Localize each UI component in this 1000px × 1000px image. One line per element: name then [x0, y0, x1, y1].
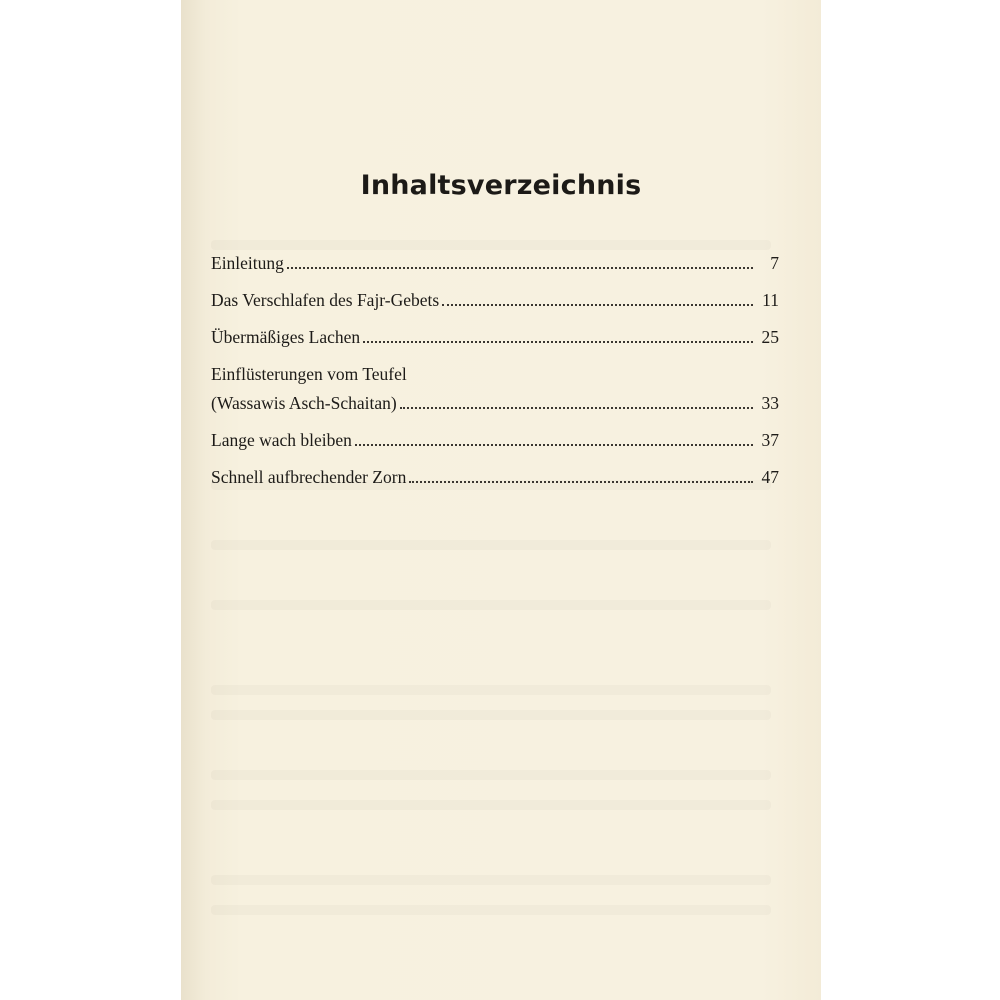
toc-page-number: 47: [761, 467, 779, 487]
toc-entry-line: [211, 392, 779, 414]
toc-entry: [211, 326, 779, 348]
toc-entry-label: Lange wach bleiben: [211, 430, 352, 450]
toc-entry: [211, 289, 779, 311]
toc-entry-line: [211, 326, 779, 348]
dot-leader: [400, 392, 753, 409]
toc-page-number: 25: [761, 327, 779, 347]
toc-entry: [211, 252, 779, 274]
toc-entry: [211, 466, 779, 488]
book-page: [181, 0, 821, 1000]
toc-entry-line: [211, 252, 779, 274]
bleed-through-text: [211, 905, 771, 915]
bleed-through-text: [211, 240, 771, 250]
toc-entry-line: [211, 466, 779, 488]
toc-entry-label: (Wassawis Asch-Schaitan): [211, 393, 397, 413]
toc-entry-line: [211, 363, 779, 385]
toc-entry-label: Das Verschlafen des Fajr-Gebets: [211, 290, 440, 310]
toc-page-number: 7: [770, 253, 779, 273]
bleed-through-text: [211, 770, 771, 780]
page-title: Inhaltsverzeichnis: [360, 170, 642, 201]
bleed-through-text: [211, 685, 771, 695]
dot-leader: [355, 429, 753, 446]
toc-entry-label: Einflüsterungen vom Teufel: [211, 364, 407, 384]
toc-entry-label: Übermäßiges Lachen: [211, 327, 361, 347]
bleed-through-text: [211, 710, 771, 720]
toc-entry-label: Schnell aufbrechender Zorn: [211, 467, 407, 487]
table-of-contents: [211, 252, 779, 503]
bleed-through-text: [211, 800, 771, 810]
bleed-through-text: [211, 600, 771, 610]
toc-entry: [211, 363, 779, 414]
dot-leader: [409, 466, 753, 483]
toc-page-number: 33: [761, 393, 779, 413]
toc-entry-line: [211, 429, 779, 451]
toc-entry: [211, 429, 779, 451]
dot-leader: [287, 252, 753, 269]
bleed-through-text: [211, 875, 771, 885]
toc-page-number: 37: [761, 430, 779, 450]
dot-leader: [363, 326, 753, 343]
toc-page-number: 11: [762, 290, 779, 310]
bleed-through-text: [211, 540, 771, 550]
toc-entry-line: [211, 289, 779, 311]
dot-leader: [442, 289, 753, 306]
toc-entry-label: Einleitung: [211, 253, 284, 273]
